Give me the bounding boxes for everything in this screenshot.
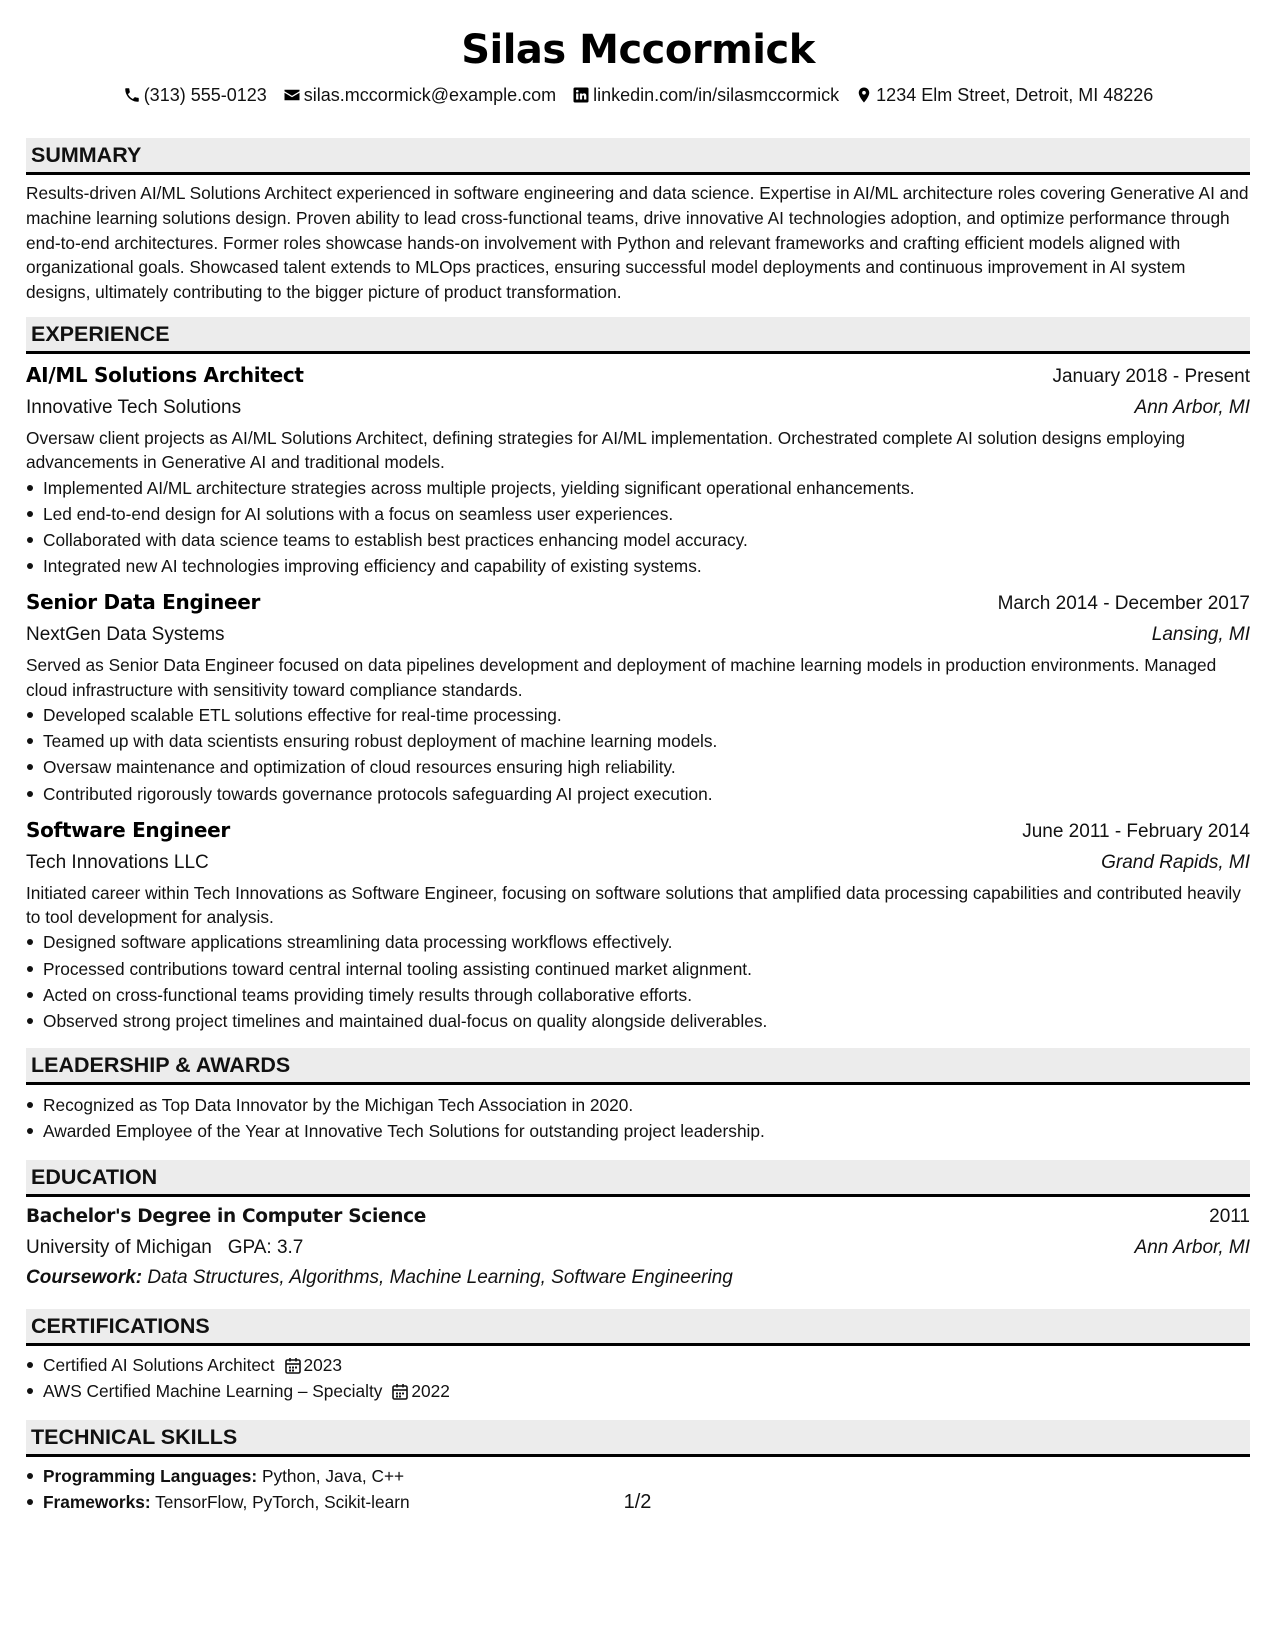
list-item: Contributed rigorously towards governance protocols safeguarding AI project execution.	[43, 781, 1250, 807]
skill-value: TensorFlow, PyTorch, Scikit-learn	[155, 1492, 410, 1513]
certification-name: Certified AI Solutions Architect	[43, 1354, 275, 1375]
job-company-row	[26, 847, 1250, 878]
school-location: Ann Arbor, MI	[1134, 1236, 1250, 1258]
list-item: Awarded Employee of the Year at Innovative Tech Solutions for outstanding project leadership.	[43, 1118, 1250, 1144]
certification-name: AWS Certified Machine Learning – Specialty	[43, 1380, 383, 1401]
job-entry	[26, 360, 1250, 579]
job-title-row	[26, 815, 1250, 847]
list-item: Integrated new AI technologies improving efficiency and capability of existing systems.	[43, 553, 1250, 579]
job-dates: March 2014 - December 2017	[997, 593, 1250, 615]
list-item: Recognized as Top Data Innovator by the Michigan Tech Association in 2020.	[43, 1092, 1250, 1118]
candidate-name: Silas Mccormick	[461, 27, 815, 73]
job-title: Software Engineer	[26, 817, 230, 842]
education-school-row	[26, 1232, 1250, 1263]
job-description: Initiated career within Tech Innovations as Software Engineer, focusing on software solutions that amplified data processing capabilities and contributed heavily to tool development for analysis.	[26, 882, 1241, 928]
skill-label: Frameworks:	[43, 1492, 151, 1513]
list-item	[43, 1378, 1250, 1404]
job-description: Served as Senior Data Engineer focused on data pipelines development and deployment of machine learning models in production environments. Managed cloud infrastructure with sensitivity toward compliance standards.	[26, 655, 1217, 700]
list-item	[43, 1463, 1250, 1489]
resume-page	[26, 0, 1250, 1515]
skill-label: Programming Languages:	[43, 1466, 258, 1487]
job-description: Oversaw client projects as AI/ML Solutions Architect, defining strategies for AI/ML implementation. Orchestrated complete AI solution designs employing advancements in Generative AI and traditional models.	[26, 427, 1186, 473]
calendar-icon	[392, 1383, 408, 1400]
job-dates: June 2011 - February 2014	[1022, 820, 1250, 842]
contact-phone	[123, 85, 267, 106]
list-item: Designed software applications streamlining data processing workflows effectively.	[43, 929, 1250, 955]
graduation-year: 2011	[1209, 1205, 1250, 1227]
education-entry	[26, 1202, 1250, 1293]
coursework-list: Data Structures, Algorithms, Machine Learning, Software Engineering	[147, 1266, 733, 1288]
section-header-summary: SUMMARY	[26, 138, 1250, 175]
certification-year: 2023	[303, 1354, 342, 1375]
job-location: Grand Rapids, MI	[1101, 851, 1250, 873]
linkedin-link[interactable]: linkedin.com/in/silasmccormick	[593, 84, 840, 105]
school-name: University of Michigan	[26, 1236, 212, 1258]
certification-year: 2022	[411, 1380, 450, 1401]
job-bullets	[26, 702, 1250, 807]
section-header-leadership: LEADERSHIP & AWARDS	[26, 1048, 1250, 1085]
job-company: Innovative Tech Solutions	[26, 396, 242, 418]
job-title: Senior Data Engineer	[26, 590, 261, 615]
job-title-row	[26, 587, 1250, 619]
gpa: GPA: 3.7	[227, 1236, 304, 1258]
list-item: Observed strong project timelines and maintained dual-focus on quality alongside deliverables.	[43, 1008, 1250, 1034]
education-degree-row	[26, 1202, 1250, 1232]
page-number: 1/2	[623, 1491, 652, 1513]
contact-bar	[26, 82, 1250, 108]
job-company-row	[26, 392, 1250, 423]
job-bullets	[26, 475, 1250, 580]
list-item: Developed scalable ETL solutions effective for real-time processing.	[43, 702, 1250, 728]
job-company: Tech Innovations LLC	[26, 851, 209, 873]
job-company: NextGen Data Systems	[26, 624, 225, 646]
job-company-row	[26, 619, 1250, 650]
email-link[interactable]: silas.mccormick@example.com	[303, 84, 557, 105]
section-header-certifications: CERTIFICATIONS	[26, 1309, 1250, 1346]
job-bullets	[26, 929, 1250, 1034]
phone-icon	[123, 86, 141, 104]
skill-value: Python, Java, C++	[261, 1466, 405, 1487]
coursework-label: Coursework:	[26, 1266, 143, 1288]
section-header-skills: TECHNICAL SKILLS	[26, 1420, 1250, 1457]
list-item: Collaborated with data science teams to establish best practices enhancing model accuracy.	[43, 527, 1250, 553]
job-entry	[26, 587, 1250, 806]
contact-email[interactable]	[283, 85, 556, 106]
section-header-experience: EXPERIENCE	[26, 317, 1250, 354]
summary-text: Results-driven AI/ML Solutions Architect experienced in software engineering and data science. Expertise in AI/ML architecture roles covering Generative AI and machine learning solutions design. Proven ability to lead cross-functional teams, drive innovative AI technologies adoption, and optimize performance through end-to-end architectures. Former roles showcase hands-on involvement with Python and relevant frameworks and crafting efficient models aligned with organizational goals. Showcased talent extends to MLOps practices, ensuring successful model deployments and continuous improvement in AI system designs, ultimately contributing to the bigger picture of product transformation.	[26, 183, 1249, 303]
list-item: Led end-to-end design for AI solutions with a focus on seamless user experiences.	[43, 501, 1250, 527]
address-text: 1234 Elm Street, Detroit, MI 48226	[876, 84, 1154, 105]
leadership-list	[26, 1092, 1250, 1144]
job-location: Lansing, MI	[1151, 624, 1250, 646]
job-title-row	[26, 360, 1250, 392]
school-info	[26, 1232, 303, 1263]
list-item: Teamed up with data scientists ensuring robust deployment of machine learning models.	[43, 728, 1250, 754]
degree-title: Bachelor's Degree in Computer Science	[26, 1205, 427, 1227]
job-title: AI/ML Solutions Architect	[26, 362, 304, 387]
calendar-icon	[285, 1357, 301, 1374]
list-item: Oversaw maintenance and optimization of cloud resources ensuring high reliability.	[43, 754, 1250, 780]
list-item: Processed contributions toward central internal tooling assisting continued market alignment.	[43, 956, 1250, 982]
contact-linkedin[interactable]	[572, 85, 839, 106]
job-location: Ann Arbor, MI	[1134, 396, 1250, 418]
job-dates: January 2018 - Present	[1052, 365, 1250, 387]
envelope-icon	[283, 86, 301, 104]
job-entry	[26, 815, 1250, 1034]
section-header-education: EDUCATION	[26, 1160, 1250, 1197]
coursework	[26, 1263, 1250, 1293]
map-pin-icon	[855, 86, 873, 104]
list-item: Implemented AI/ML architecture strategies across multiple projects, yielding significant operational enhancements.	[43, 475, 1250, 501]
certifications-list	[26, 1352, 1250, 1404]
linkedin-icon	[572, 86, 590, 104]
contact-address	[855, 85, 1153, 106]
list-item: Acted on cross-functional teams providing timely results through collaborative efforts.	[43, 982, 1250, 1008]
phone-text: (313) 555-0123	[143, 84, 267, 105]
list-item	[43, 1352, 1250, 1378]
